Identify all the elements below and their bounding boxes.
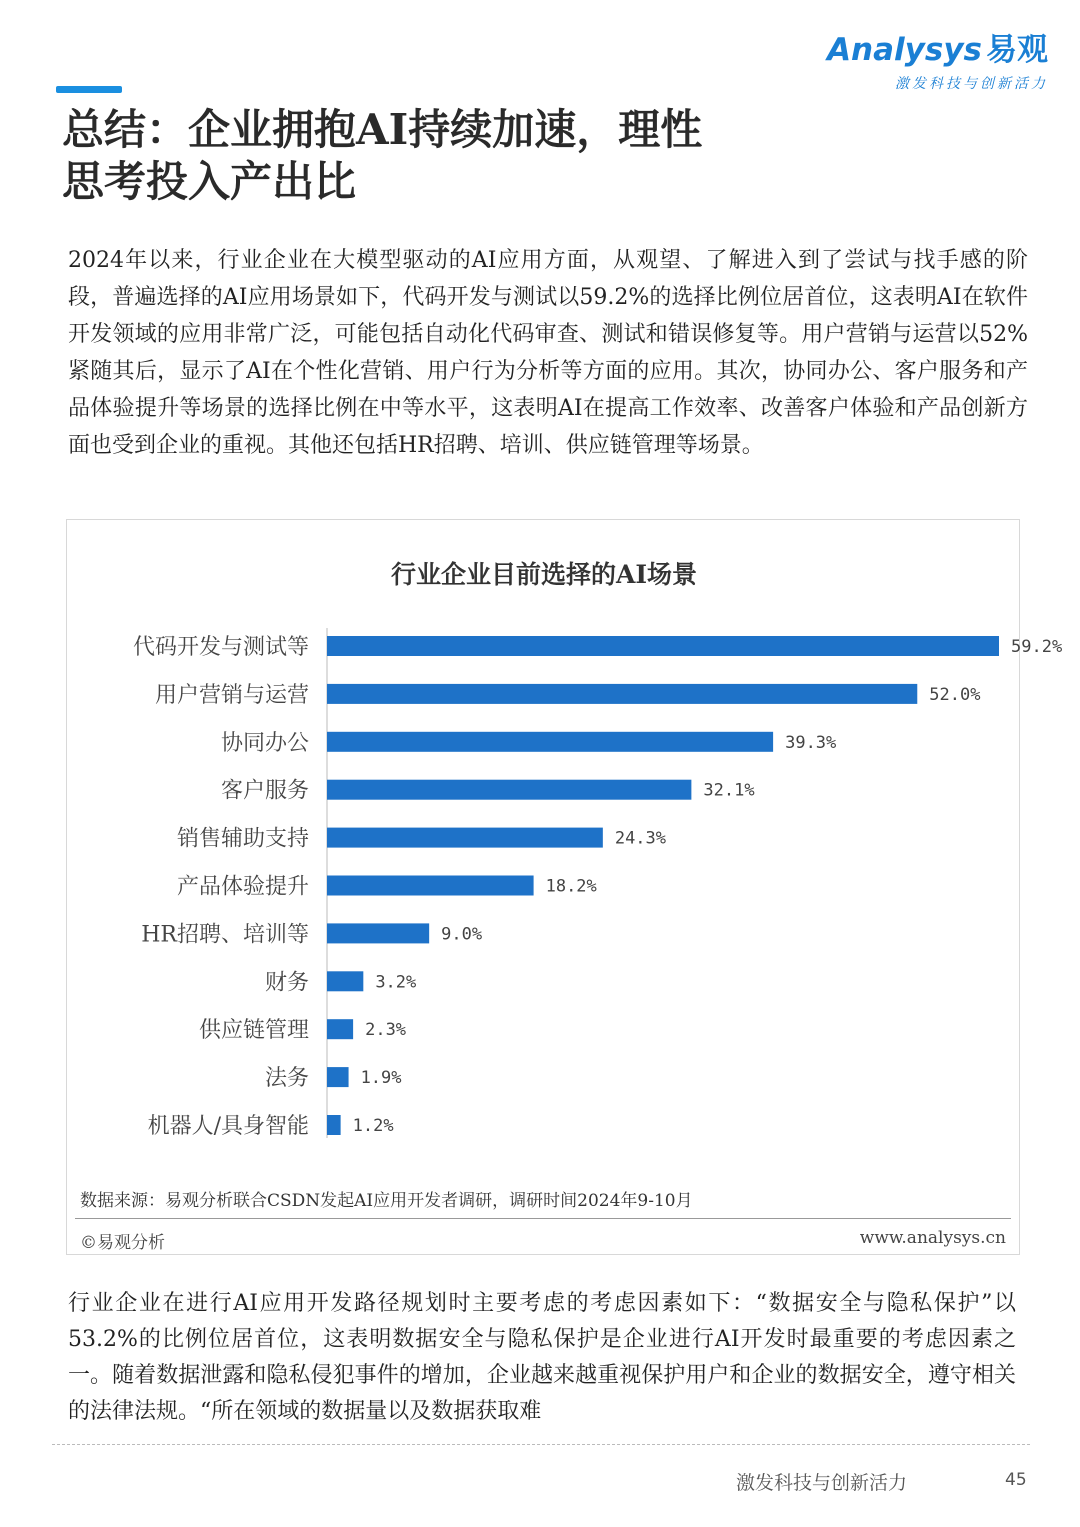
intro-paragraph: 2024年以来，行业企业在大模型驱动的AI应用方面，从观望、了解进入到了尝试与找手感的阶段，普遍选择的AI应用场景如下，代码开发与测试以59.2%的选择比例位居首位，这表明AI在软件开发领域的应用非常广泛，可能包括自动化代码审查、测试和错误修复等。用户营销与运营以52%紧随其后，显示了AI在个性化营销、用户行为分析等方面的应用。其次，协同办公、客户服务和产品体验提升等场景的选择比例在中等水平，这表明AI在提高工作效率、改善客户体验和产品创新方面也受到企业的重视。其他还包括HR招聘、培训、供应链管理等场景。 (68, 248, 1028, 458)
analysys-logo (827, 24, 1048, 93)
value-label: 9.0% (441, 924, 483, 945)
value-label: 2.3% (365, 1020, 407, 1041)
chart-divider (75, 1218, 1011, 1219)
value-label: 3.2% (375, 972, 417, 993)
footer-divider (52, 1444, 1030, 1445)
bar (327, 1115, 341, 1135)
bar (327, 636, 999, 656)
category-label: 销售辅助支持 (176, 826, 309, 852)
data-source: 数据来源：易观分析联合CSDN发起AI应用开发者调研，调研时间2024年9-10月 (80, 1191, 693, 1211)
bar-chart (67, 520, 1063, 1180)
logo-tagline: 激发科技与创新活力 (895, 76, 1048, 92)
website-url: www.analysys.cn (859, 1228, 1006, 1248)
category-label: 产品体验提升 (176, 874, 309, 900)
category-label: 财务 (264, 970, 309, 996)
bar (327, 684, 917, 704)
title-accent-bar (56, 86, 122, 93)
value-label: 1.2% (352, 1116, 394, 1136)
footer-slogan: 激发科技与创新活力 (736, 1472, 908, 1494)
category-label: 客户服务 (220, 778, 309, 804)
category-label: 协同办公 (220, 730, 309, 756)
chart-title: 行业企业目前选择的AI场景 (390, 560, 698, 589)
logo-wordmark (827, 24, 1048, 69)
page-number: 45 (1005, 1470, 1027, 1490)
page-title-line2: 思考投入产出比 (62, 157, 357, 206)
chart-container (66, 519, 1063, 1255)
page-title (62, 104, 882, 208)
category-label: HR招聘、培训等 (141, 922, 309, 948)
bar (327, 876, 534, 896)
value-label: 18.2% (545, 876, 597, 897)
chart-bars (133, 635, 1062, 1139)
logo-cn: 易观 (986, 32, 1048, 68)
logo-text: Analysys (827, 32, 982, 68)
bar (327, 780, 691, 800)
bar (327, 828, 603, 848)
bar (327, 923, 429, 943)
category-label: 代码开发与测试等 (132, 635, 309, 660)
category-label: 法务 (264, 1066, 309, 1092)
value-label: 1.9% (360, 1068, 402, 1089)
value-label: 24.3% (614, 828, 667, 849)
body-paragraph-2: 行业企业在进行AI应用开发路径规划时主要考虑的考虑因素如下：“数据安全与隐私保护”以53.2%的比例位居首位，这表明数据安全与隐私保护是企业进行AI开发时最重要的考虑因素之一。随着数据泄露和隐私侵犯事件的增加，企业越来越重视保护用户和企业的数据安全，遵守相关的法律法规。“所在领域的数据量以及数据获取难 (68, 1291, 1016, 1424)
copyright: ©易观分析 (80, 1233, 165, 1253)
category-label: 供应链管理 (198, 1018, 309, 1044)
category-label: 机器人/具身智能 (147, 1114, 309, 1139)
bar (327, 971, 363, 991)
value-label: 39.3% (785, 732, 837, 753)
value-label: 32.1% (703, 780, 755, 801)
bar (327, 732, 773, 752)
page-title-line1: 总结：企业拥抱AI持续加速，理性 (62, 105, 703, 154)
value-label: 59.2% (1011, 637, 1063, 657)
value-label: 52.0% (929, 684, 981, 705)
bar (327, 1067, 349, 1087)
category-label: 用户营销与运营 (154, 682, 309, 708)
bar (327, 1019, 353, 1039)
